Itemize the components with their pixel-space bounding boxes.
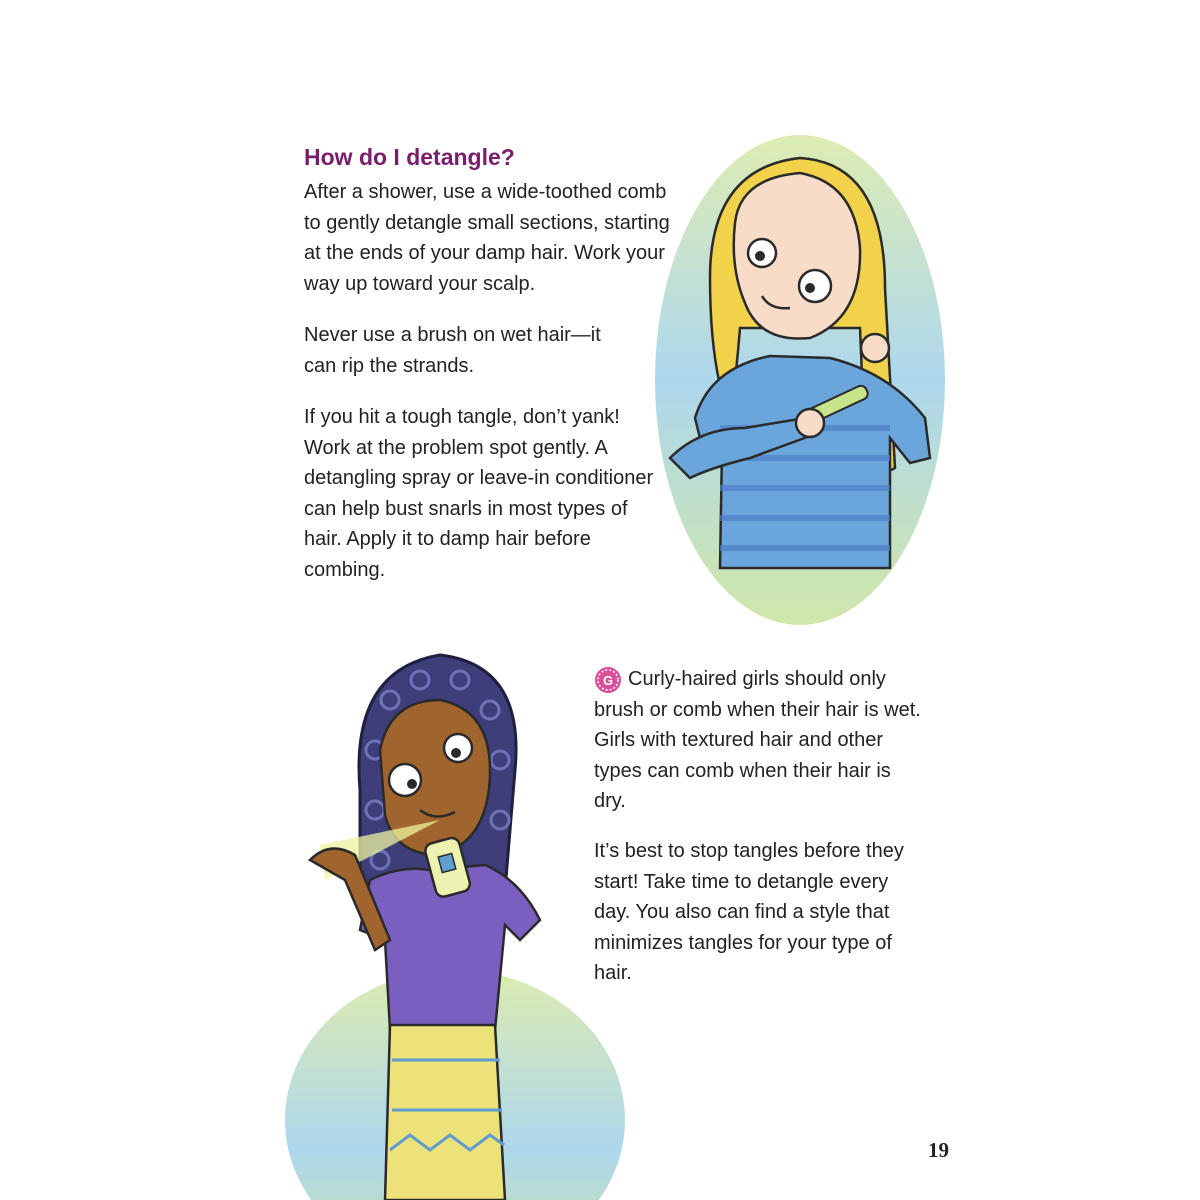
eye-right xyxy=(799,270,831,302)
page-number: 19 xyxy=(928,1138,949,1162)
eye-right xyxy=(444,734,472,762)
illustration-girl-combing xyxy=(650,128,950,628)
paragraph-curly-hair-tip: Curly-haired girls should only brush or comb when their hair is wet. Girls with textured hair and other types can comb when their hair is dry. xyxy=(594,668,921,812)
eye-left xyxy=(389,764,421,796)
paragraph-brush-warning: Never use a brush on wet hair—it can rip the strands. xyxy=(304,324,601,377)
section-heading: How do I detangle? xyxy=(304,144,515,170)
patterned-pants xyxy=(385,1025,505,1200)
hand xyxy=(796,409,824,437)
svg-text:G: G xyxy=(602,673,614,688)
paragraph-prevent-tangles: It’s best to stop tangles before they start! Take time to detangle every day. You also can find a style that minimizes tangles for your type of hair. xyxy=(594,840,904,984)
illustration-girl-spraying xyxy=(280,640,630,1200)
paragraph-detangle-method: After a shower, use a wide-toothed comb to gently detangle small sections, starting at the ends of your damp hair. Work your way up toward your scalp. xyxy=(304,181,670,295)
paragraph-tough-tangle: If you hit a tough tangle, don’t yank! Work at the problem spot gently. A detangling spray or leave-in conditioner can help bust snarls in most types of hair. Apply it to damp hair before combing. xyxy=(304,406,654,581)
